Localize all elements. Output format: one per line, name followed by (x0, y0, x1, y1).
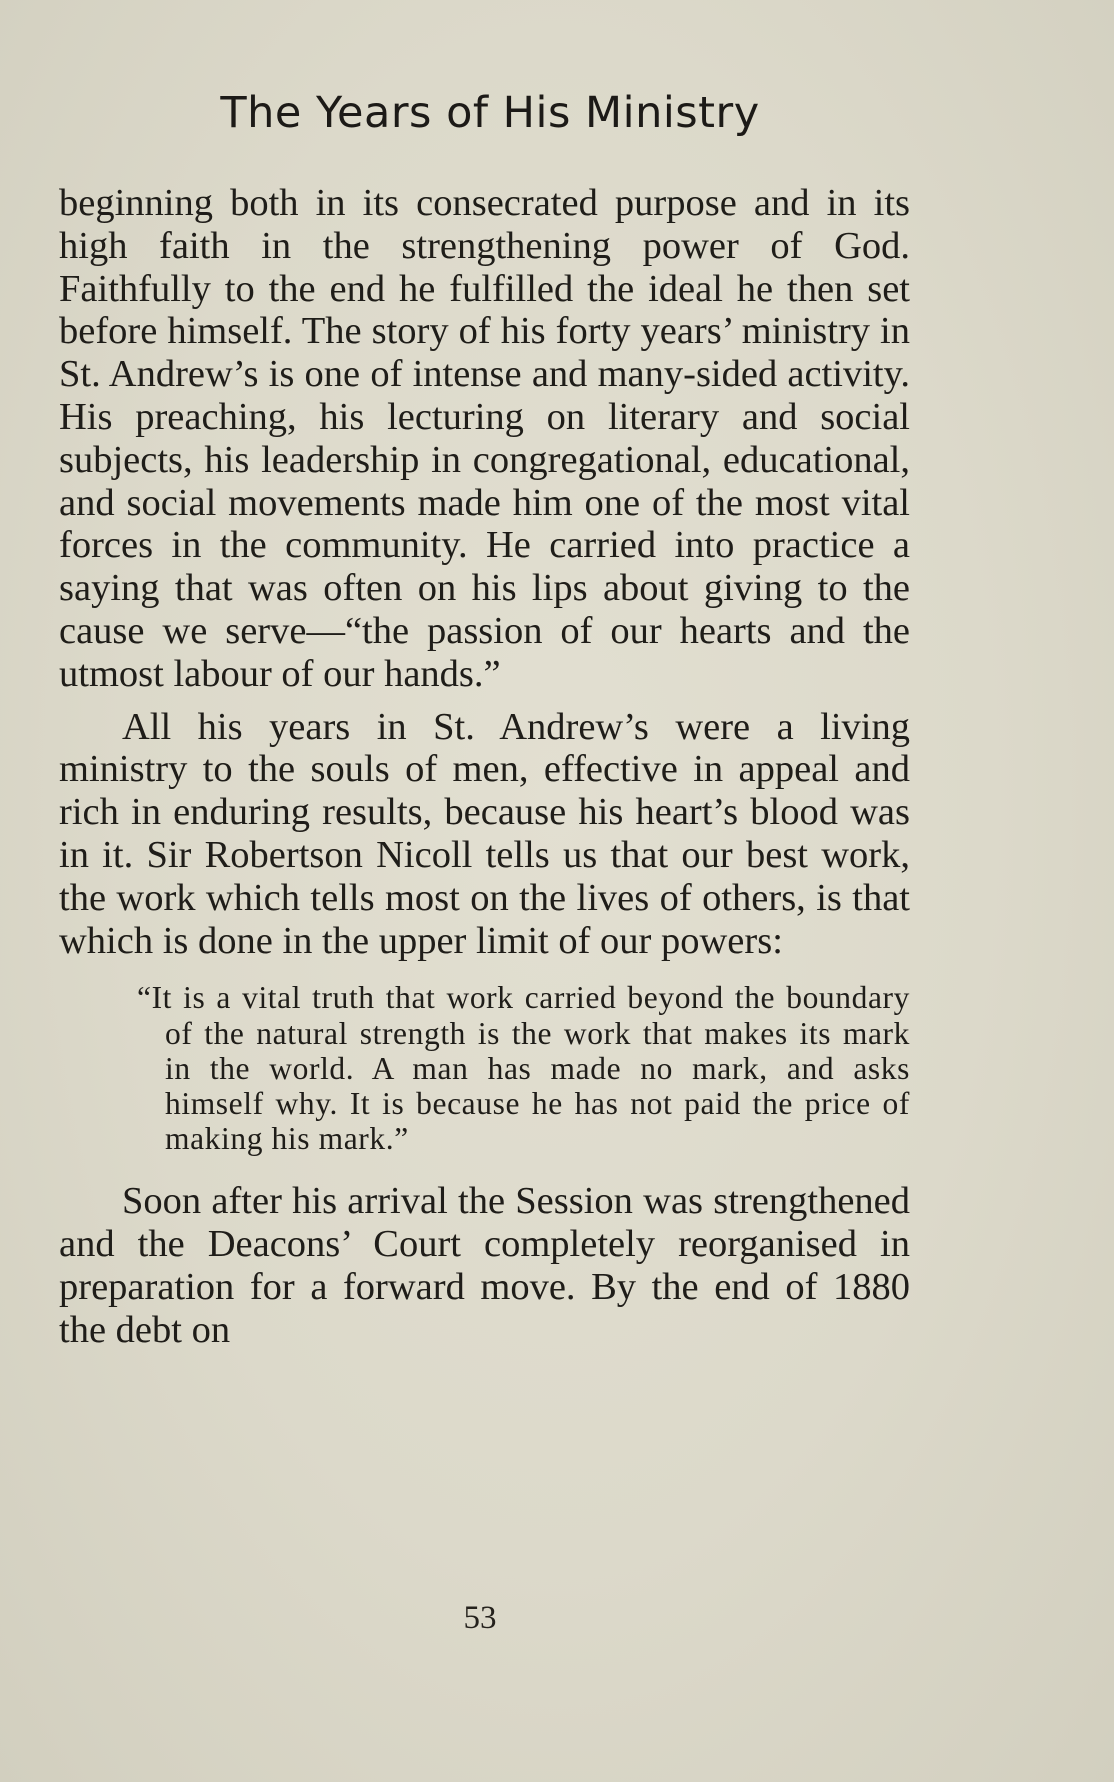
running-head: The Years of His Ministry (220, 88, 760, 138)
paragraph-ministry: All his years in St. Andrew’s were a living ministry to the souls of men, effective in appeal and rich in enduring results, because his heart’s blood was in it. Sir Robertson Nicoll tells us that our best work, the work which tells most on the lives of others, is that which is done in the upper limit of our powers: (59, 705, 910, 962)
page-number: 53 (463, 1600, 497, 1636)
block-quote: “It is a vital truth that work carried beyond the boundary of the natural strength is the work that makes its mark in the world. A man has made no mark, and asks himself why. It is because he has not paid the price of making his mark.” (137, 980, 910, 1157)
paragraph-continuation: beginning both in its consecrated purpose and in its high faith in the strengthening power of God. Faithfully to the end he fulfilled the ideal he then set before himself. The story of his forty years’ ministry in St. Andrew’s is one of intense and many-sided activity. His preaching, his lecturing on literary and social subjects, his leadership in congregational, educational, and social movements made him one of the most vital forces in the community. He carried into practice a saying that was often on his lips about giving to the cause we serve—“the passion of our hearts and the utmost labour of our hands.” (59, 182, 910, 695)
paragraph-session: Soon after his arrival the Session was strengthened and the Deacons’ Court completely reorganised in preparation for a forward move. By the end of 1880 the debt on (59, 1180, 910, 1351)
body-text (59, 182, 910, 1352)
